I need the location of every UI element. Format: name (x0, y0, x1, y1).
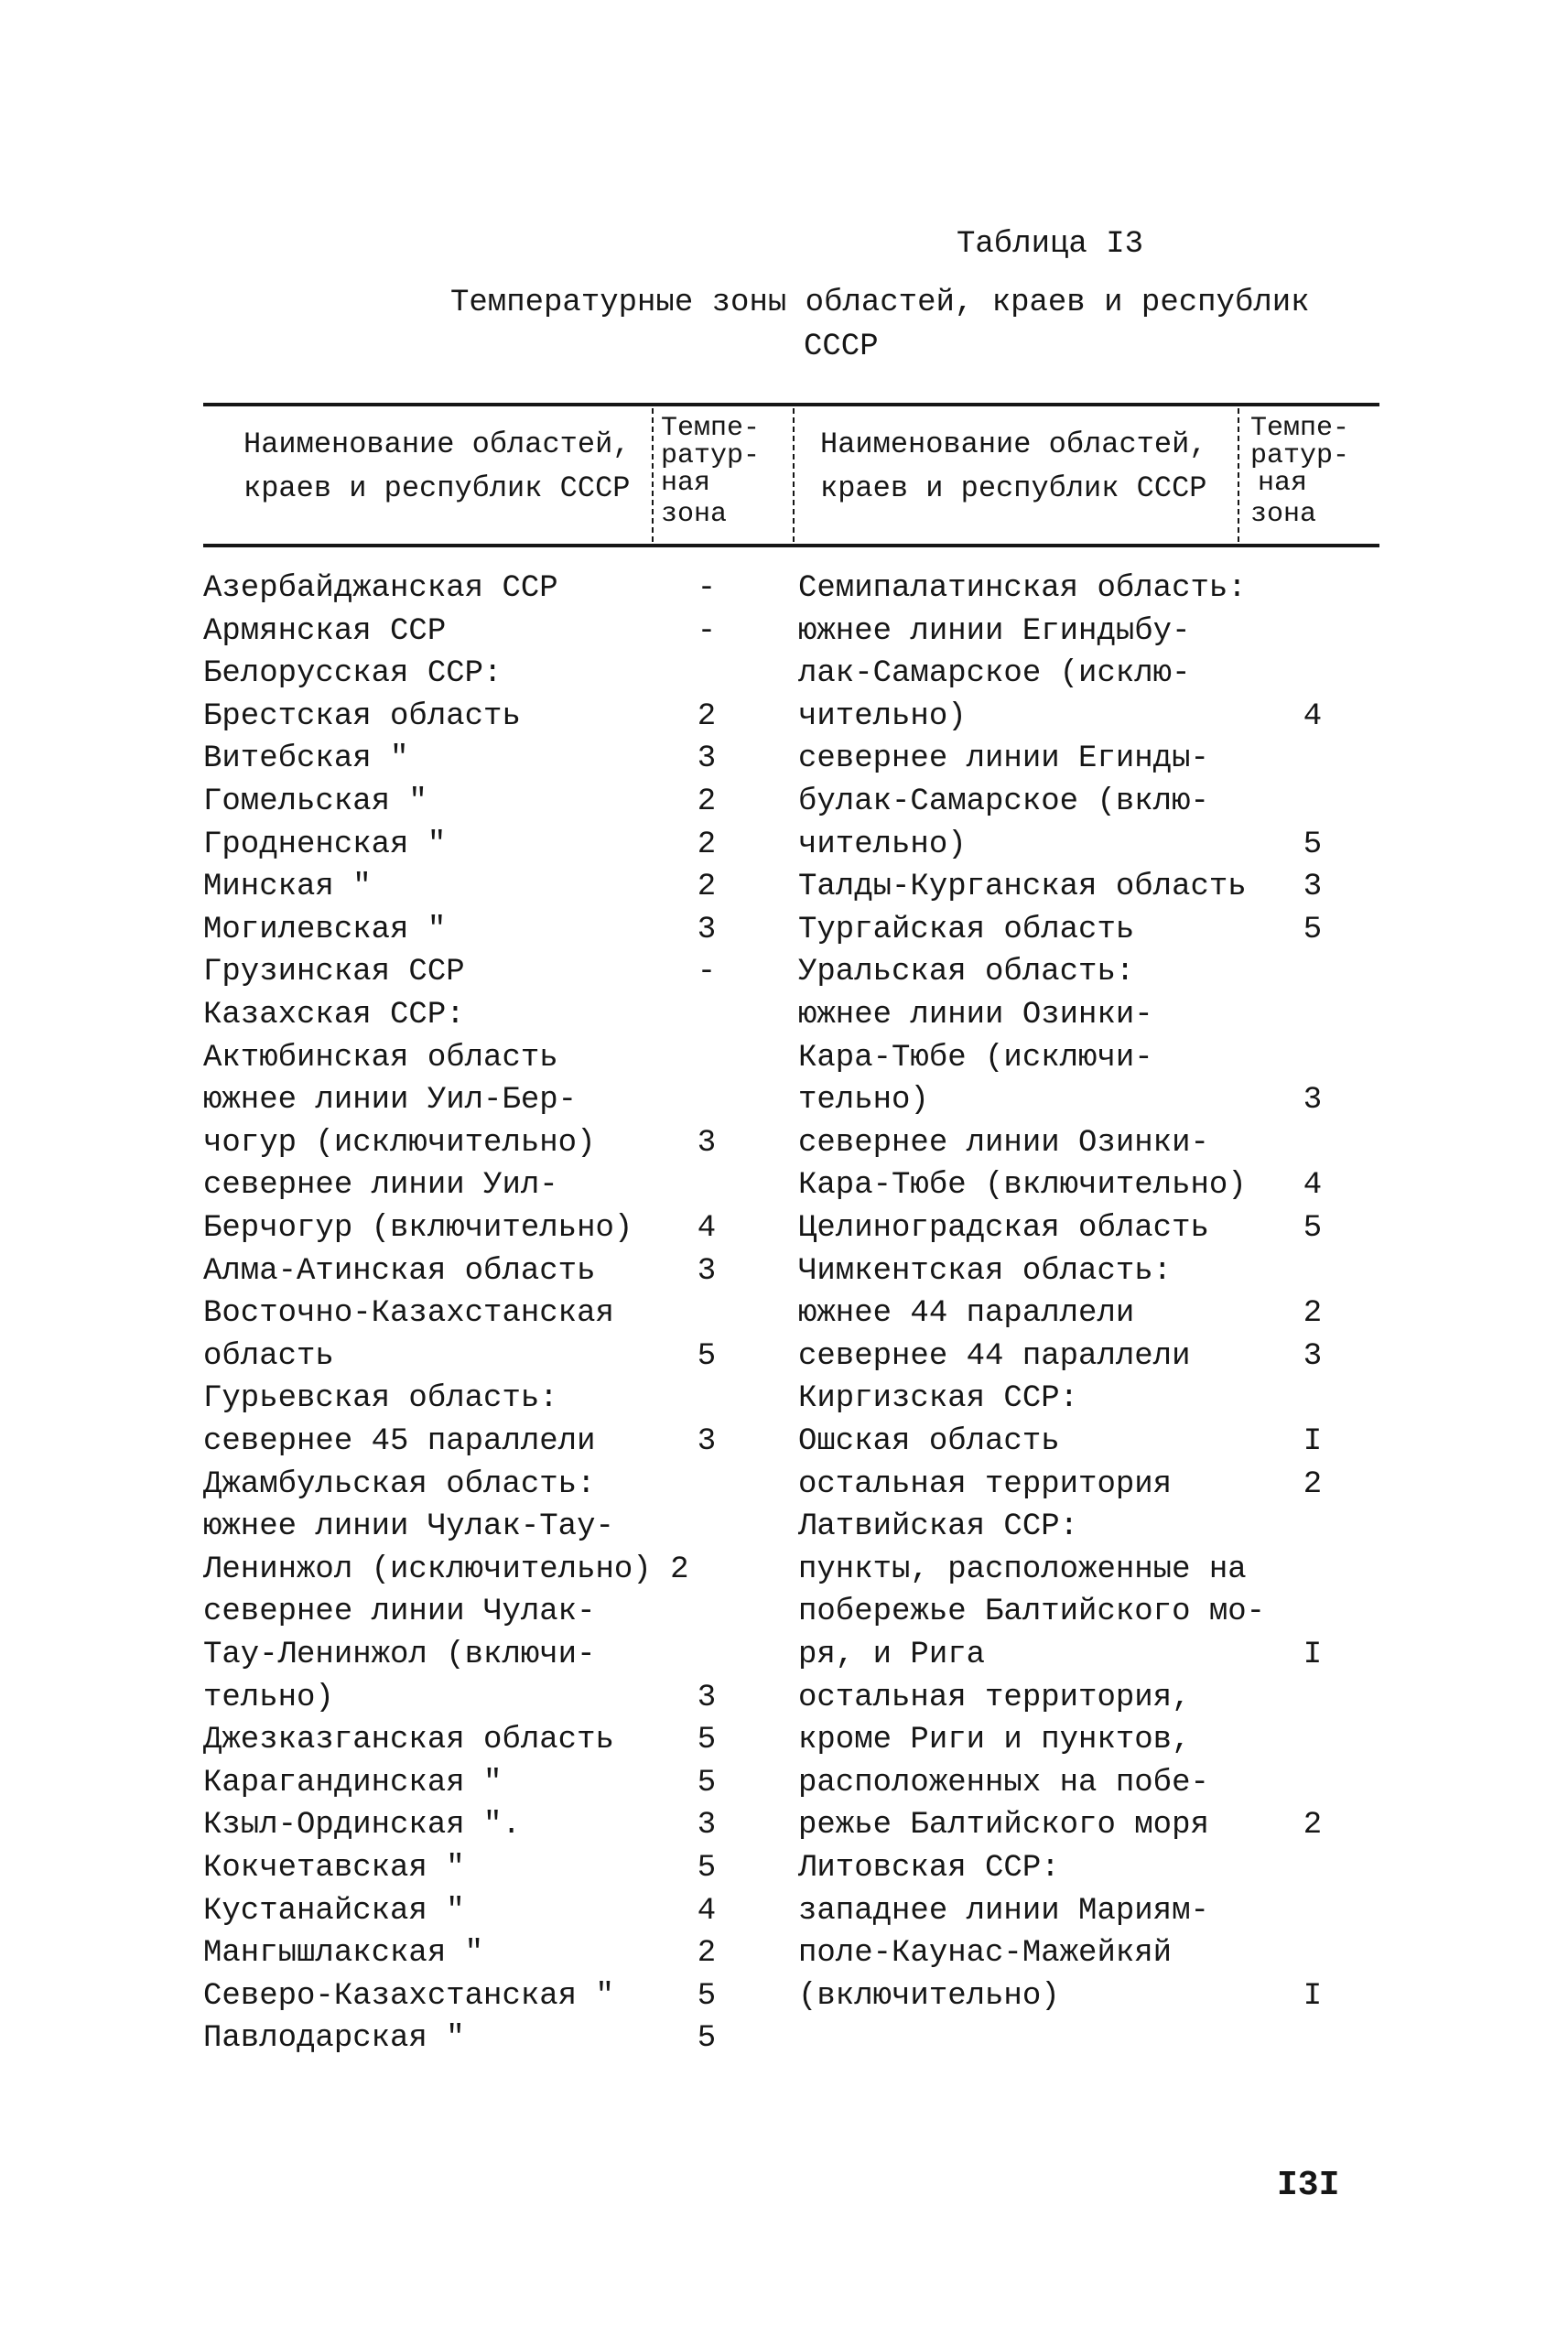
table-row-zone (1285, 1549, 1340, 1591)
table-row-zone (679, 1164, 734, 1206)
table-row-text: чогур (исключительно) (203, 1125, 596, 1161)
table-row-text: Могилевская " (203, 912, 447, 947)
table-row-text: Актюбинская область (203, 1040, 558, 1076)
table-row-zone: 3 (697, 1253, 717, 1289)
table-row-zone: 2 (1303, 1808, 1323, 1844)
table-row-text: Минская " (203, 870, 372, 905)
table-title-line2: СССР (804, 330, 879, 364)
table-row-zone: 5 (697, 2021, 717, 2057)
table-row-zone (1285, 1506, 1340, 1548)
table-row-zone (679, 1378, 734, 1420)
table-row-zone (679, 1591, 734, 1633)
table-row-zone: - (697, 613, 717, 649)
table-row-zone (679, 1037, 734, 1079)
header-bottom-rule (203, 544, 1379, 547)
table-row-zone (1285, 1122, 1340, 1164)
table-row-text: чительно) (798, 827, 967, 862)
table-row-zone (1285, 1719, 1340, 1761)
table-row-text: Гомельская " (203, 784, 427, 819)
table-row-zone (679, 1292, 734, 1335)
table-row-text: Кокчетавская " (203, 1851, 465, 1886)
header-zone-col-right-4: зона (1250, 499, 1317, 530)
table-row-text: Алма-Атинская область (203, 1253, 596, 1289)
table-row-zone: I (1303, 1978, 1323, 2014)
table-row-zone: 4 (1303, 698, 1323, 734)
table-row-text: Гурьевская область: (203, 1381, 558, 1417)
header-separator-1 (652, 408, 654, 542)
table-row-text: побережье Балтийского мо- (798, 1595, 1266, 1630)
header-name-col-right-line1: Наименование областей, (820, 427, 1207, 461)
table-row-zone (1285, 951, 1340, 993)
table-row-text: Литовская ССР: (798, 1851, 1060, 1886)
table-row-zone (1285, 781, 1340, 823)
page-number: I3I (1277, 2166, 1340, 2205)
table-row-text: Тургайская область (798, 912, 1135, 947)
header-name-col-left-line1: Наименование областей, (243, 427, 631, 461)
header-top-rule (203, 403, 1379, 406)
table-row-zone: 5 (697, 1723, 717, 1758)
table-title-line1: Температурные зоны областей, краев и республик (450, 286, 1310, 320)
table-row-text: Семипалатинская область: (798, 571, 1247, 606)
table-row-text: Уральская область: (798, 955, 1135, 990)
table-row-zone: 2 (697, 698, 717, 734)
table-row-text: Тау-Ленинжол (включи- (203, 1638, 596, 1672)
table-row-text: Кара-Тюбе (исключи- (798, 1040, 1153, 1076)
table-row-zone: 3 (697, 1125, 717, 1161)
table-row-text: Брестская область (203, 698, 521, 734)
table-row-text: поле-Каунас-Мажейкяй (798, 1936, 1173, 1972)
table-row-zone (679, 1464, 734, 1506)
table-row-zone (1285, 1677, 1340, 1719)
table-row-text: лак-Самарское (исклю- (798, 656, 1191, 692)
header-zone-col-left-1: Темпе- (661, 413, 761, 444)
table-row-text: Киргизская ССР: (798, 1381, 1079, 1417)
table-row-zone (1285, 1847, 1340, 1889)
table-row-zone: I (1303, 1424, 1323, 1459)
table-row-text: севернее линии Чулак- (203, 1595, 596, 1630)
table-row-text: остальная территория, (798, 1680, 1191, 1715)
table-row-text: южнее линии Егиндыбу- (798, 613, 1191, 649)
header-name-col-right-line2: краев и республик СССР (820, 471, 1207, 505)
table-row-zone (1285, 1890, 1340, 1932)
table-row-text: Берчогур (включительно) (203, 1211, 633, 1246)
table-row-zone: 4 (1303, 1168, 1323, 1204)
table-row-text: Белорусская ССР: (203, 656, 503, 692)
header-zone-col-left-2: ратур- (661, 440, 761, 471)
table-row-text: Кзыл-Ординская ". (203, 1808, 521, 1844)
table-row-text: Ошская область (798, 1424, 1060, 1459)
table-row-text: чительно) (798, 698, 967, 734)
table-row-zone: 3 (697, 741, 717, 777)
table-row-text: Кустанайская " (203, 1893, 465, 1929)
table-row-zone: 3 (1303, 1338, 1323, 1374)
table-row-text: южнее линии Озинки- (798, 998, 1153, 1033)
header-separator-2 (793, 408, 795, 542)
table-row-zone: - (697, 571, 717, 606)
table-row-zone (679, 653, 734, 695)
table-label: Таблица I3 (957, 227, 1144, 262)
header-name-col-left-line2: краев и республик СССР (243, 471, 631, 505)
table-row-text: севернее 45 параллели (203, 1424, 596, 1459)
table-row-text: Гродненская " (203, 827, 447, 862)
table-row-zone (679, 1634, 734, 1676)
table-row-text: южнее линии Уил-Бер- (203, 1083, 578, 1119)
table-row-text: южнее 44 параллели (798, 1296, 1135, 1332)
table-row-zone: 2 (697, 870, 717, 905)
table-row-text: Казахская ССР: (203, 998, 465, 1033)
table-row-text: севернее линии Уил- (203, 1168, 558, 1204)
table-row-text: Чимкентская область: (798, 1253, 1173, 1289)
table-row-text: Азербайджанская ССР (203, 571, 558, 606)
table-row-text: расположенных на побе- (798, 1765, 1209, 1801)
table-row-zone (1285, 1932, 1340, 1974)
table-row-text: Армянская ССР (203, 613, 447, 649)
table-row-zone (679, 994, 734, 1036)
table-row-text: севернее линии Озинки- (798, 1125, 1209, 1161)
table-row-zone (1285, 1762, 1340, 1804)
table-row-zone: 5 (697, 1978, 717, 2014)
table-row-zone (1285, 611, 1340, 653)
table-row-text: пункты, расположенные на (798, 1552, 1247, 1587)
table-row-text: севернее линии Егинды- (798, 741, 1209, 777)
table-row-text: Латвийская ССР: (798, 1509, 1079, 1545)
table-row-text: Карагандинская " (203, 1765, 503, 1801)
table-row-text: Северо-Казахстанская " (203, 1978, 614, 2014)
table-row-zone (1285, 994, 1340, 1036)
table-row-zone: 2 (697, 1936, 717, 1972)
table-row-text: Джезказганская область (203, 1723, 614, 1758)
table-row-text: Ленинжол (исключительно) 2 (203, 1552, 689, 1587)
table-row-zone: - (697, 955, 717, 990)
table-row-text: область (203, 1338, 334, 1374)
table-row-zone: 5 (697, 1338, 717, 1374)
table-row-zone: 3 (697, 912, 717, 947)
table-row-text: режье Балтийского моря (798, 1808, 1209, 1844)
table-row-text: южнее линии Чулак-Тау- (203, 1509, 614, 1545)
header-zone-col-left-4: зона (661, 499, 728, 530)
table-row-zone: 4 (697, 1211, 717, 1246)
table-row-zone: 3 (1303, 870, 1323, 905)
header-zone-col-right-1: Темпе- (1250, 413, 1350, 444)
table-row-zone: 5 (1303, 1211, 1323, 1246)
table-row-text: Кара-Тюбе (включительно) (798, 1168, 1247, 1204)
header-zone-col-right-3: ная (1258, 468, 1308, 499)
table-row-zone (1285, 738, 1340, 780)
table-row-zone (1285, 1037, 1340, 1079)
table-row-zone: 4 (697, 1893, 717, 1929)
table-row-zone: 2 (697, 784, 717, 819)
table-row-text: остальная территория (798, 1466, 1173, 1502)
table-row-text: западнее линии Мариям- (798, 1893, 1209, 1929)
table-row-zone (1285, 653, 1340, 695)
table-row-zone: 5 (697, 1765, 717, 1801)
table-row-text: севернее 44 параллели (798, 1338, 1191, 1374)
table-row-text: ря, и Рига (798, 1638, 986, 1672)
table-row-zone (679, 1506, 734, 1548)
table-row-zone: 3 (697, 1424, 717, 1459)
table-row-text: Восточно-Казахстанская (203, 1296, 614, 1332)
table-row-zone: 3 (697, 1680, 717, 1715)
table-row-text: тельно) (203, 1680, 334, 1715)
table-row-zone (679, 1549, 734, 1591)
table-row-text: булак-Самарское (вклю- (798, 784, 1209, 819)
header-separator-3 (1238, 408, 1239, 542)
table-row-text: Витебская " (203, 741, 409, 777)
table-row-zone (1285, 1378, 1340, 1420)
table-row-zone: 3 (697, 1808, 717, 1844)
table-row-text: (включительно) (798, 1978, 1060, 2014)
table-row-zone: 2 (1303, 1466, 1323, 1502)
table-row-zone: 5 (697, 1851, 717, 1886)
table-row-text: Павлодарская " (203, 2021, 465, 2057)
table-row-text: Мангышлакская " (203, 1936, 484, 1972)
table-row-zone: 2 (1303, 1296, 1323, 1332)
table-row-zone: I (1303, 1638, 1323, 1672)
table-row-zone: 5 (1303, 912, 1323, 947)
table-row-zone: 2 (697, 827, 717, 862)
table-row-zone (1285, 1250, 1340, 1292)
table-row-zone: 3 (1303, 1083, 1323, 1119)
header-zone-col-right-2: ратур- (1250, 440, 1350, 471)
table-row-text: Талды-Курганская область (798, 870, 1247, 905)
header-zone-col-left-3: ная (661, 468, 711, 499)
table-row-text: кроме Риги и пунктов, (798, 1723, 1191, 1758)
table-row-text: тельно) (798, 1083, 929, 1119)
table-row-text: Целиноградская область (798, 1211, 1209, 1246)
table-row-text: Грузинская ССР (203, 955, 465, 990)
table-row-zone (1285, 568, 1340, 610)
table-row-zone: 5 (1303, 827, 1323, 862)
table-row-zone (679, 1079, 734, 1121)
table-row-zone (1285, 1591, 1340, 1633)
table-row-text: Джамбульская область: (203, 1466, 596, 1502)
